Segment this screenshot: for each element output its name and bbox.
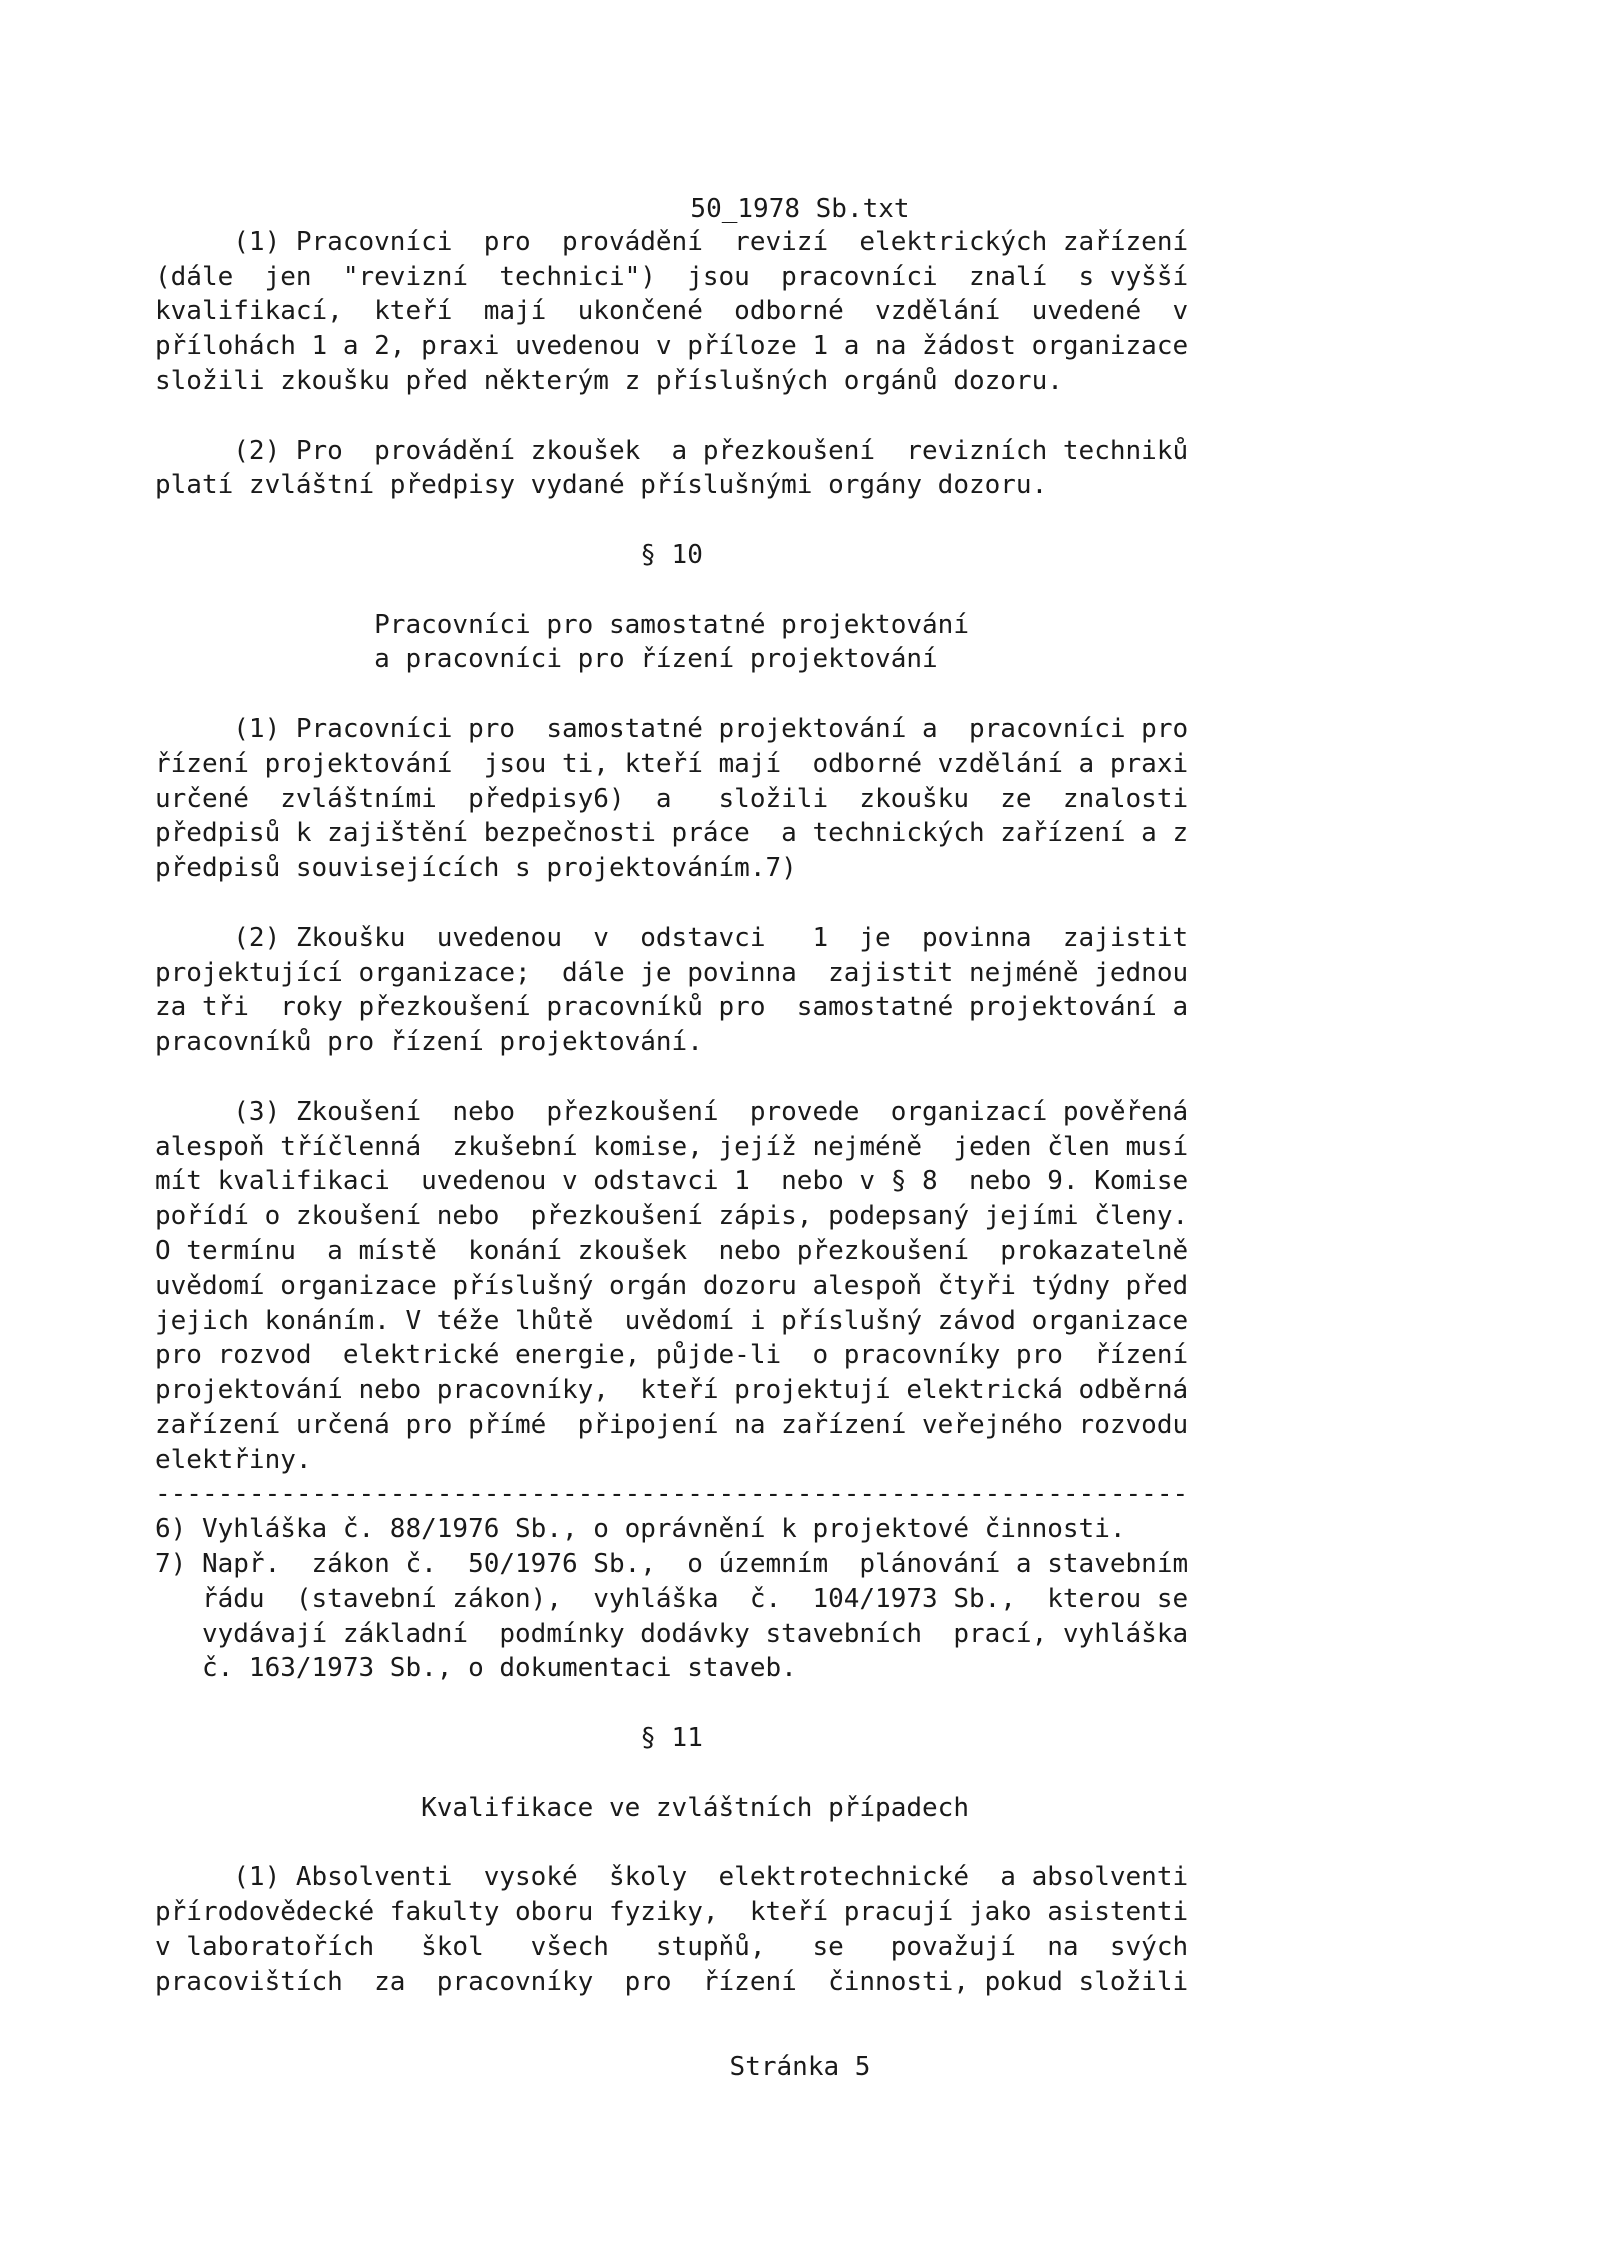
text-line: jejich konáním. V téže lhůtě uvědomí i příslušný závod organizace bbox=[155, 1305, 1189, 1336]
text-line: pracovníků pro řízení projektování. bbox=[155, 1027, 703, 1058]
text-line: předpisů k zajištění bezpečnosti práce a technických zařízení a z bbox=[155, 818, 1189, 849]
text-line: alespoň tříčlenná zkušební komise, jejíž nejméně jeden člen musí bbox=[155, 1131, 1189, 1162]
text-line: mít kvalifikaci uvedenou v odstavci 1 nebo v § 8 nebo 9. Komise bbox=[155, 1166, 1189, 1197]
text-line: 6) Vyhláška č. 88/1976 Sb., o oprávnění k projektové činnosti. bbox=[155, 1514, 1126, 1545]
text-line: § 10 bbox=[155, 539, 703, 570]
text-line: (1) Pracovníci pro samostatné projektování a pracovníci pro bbox=[155, 713, 1189, 744]
text-line: vydávají základní podmínky dodávky stavebních prací, vyhláška bbox=[155, 1618, 1189, 1649]
text-line: předpisů souvisejících s projektováním.7) bbox=[155, 853, 797, 884]
text-line: č. 163/1973 Sb., o dokumentaci staveb. bbox=[155, 1653, 797, 1684]
text-line: složili zkoušku před některým z příslušných orgánů dozoru. bbox=[155, 365, 1063, 396]
text-line: elektřiny. bbox=[155, 1444, 312, 1475]
text-line: za tři roky přezkoušení pracovníků pro samostatné projektování a bbox=[155, 992, 1189, 1023]
text-line: Pracovníci pro samostatné projektování bbox=[155, 609, 969, 640]
text-line: 7) Např. zákon č. 50/1976 Sb., o územním plánování a stavebním bbox=[155, 1549, 1189, 1580]
text-line: řádu (stavební zákon), vyhláška č. 104/1973 Sb., kterou se bbox=[155, 1583, 1189, 1614]
text-line: v laboratořích škol všech stupňů, se považují na svých bbox=[155, 1931, 1189, 1962]
document-header-title: 50_1978 Sb.txt bbox=[690, 194, 910, 224]
text-line: platí zvláštní předpisy vydané příslušnými orgány dozoru. bbox=[155, 470, 1048, 501]
text-line: a pracovníci pro řízení projektování bbox=[155, 644, 938, 675]
text-line: kvalifikací, kteří mají ukončené odborné vzdělání uvedené v bbox=[155, 296, 1189, 327]
text-line: (3) Zkoušení nebo přezkoušení provede organizací pověřená bbox=[155, 1096, 1189, 1127]
text-line: O termínu a místě konání zkoušek nebo přezkoušení prokazatelně bbox=[155, 1235, 1189, 1266]
text-line: projektující organizace; dále je povinna zajistit nejméně jednou bbox=[155, 957, 1189, 988]
text-line: určené zvláštními předpisy6) a složili zkoušku ze znalosti bbox=[155, 783, 1189, 814]
page-number-label: Stránka 5 bbox=[729, 2052, 871, 2082]
document-body-text bbox=[155, 190, 1188, 1999]
text-line: projektování nebo pracovníky, kteří projektují elektrická odběrná bbox=[155, 1375, 1189, 1406]
text-line: pro rozvod elektrické energie, půjde-li o pracovníky pro řízení bbox=[155, 1340, 1189, 1371]
text-line: (dále jen "revizní technici") jsou pracovníci znalí s vyšší bbox=[155, 261, 1189, 292]
text-line: (1) Absolventi vysoké školy elektrotechnické a absolventi bbox=[155, 1862, 1189, 1893]
text-line: (1) Pracovníci pro provádění revizí elektrických zařízení bbox=[155, 226, 1189, 257]
text-line: (2) Zkoušku uvedenou v odstavci 1 je povinna zajistit bbox=[155, 922, 1189, 953]
text-line: Kvalifikace ve zvláštních případech bbox=[155, 1792, 969, 1823]
text-line: přílohách 1 a 2, praxi uvedenou v příloze 1 a na žádost organizace bbox=[155, 331, 1189, 362]
text-line: přírodovědecké fakulty oboru fyziky, kteří pracují jako asistenti bbox=[155, 1897, 1189, 1928]
text-line: pořídí o zkoušení nebo přezkoušení zápis, podepsaný jejími členy. bbox=[155, 1201, 1189, 1232]
text-line: uvědomí organizace příslušný orgán dozoru alespoň čtyři týdny před bbox=[155, 1270, 1189, 1301]
text-line: (2) Pro provádění zkoušek a přezkoušení revizních techniků bbox=[155, 435, 1189, 466]
text-line: zařízení určená pro přímé připojení na zařízení veřejného rozvodu bbox=[155, 1409, 1189, 1440]
text-line: § 11 bbox=[155, 1723, 703, 1754]
text-line: řízení projektování jsou ti, kteří mají odborné vzdělání a praxi bbox=[155, 748, 1189, 779]
text-line: pracovištích za pracovníky pro řízení činnosti, pokud složili bbox=[155, 1966, 1189, 1997]
text-line: ------------------------------------------------------------------ bbox=[155, 1479, 1189, 1510]
